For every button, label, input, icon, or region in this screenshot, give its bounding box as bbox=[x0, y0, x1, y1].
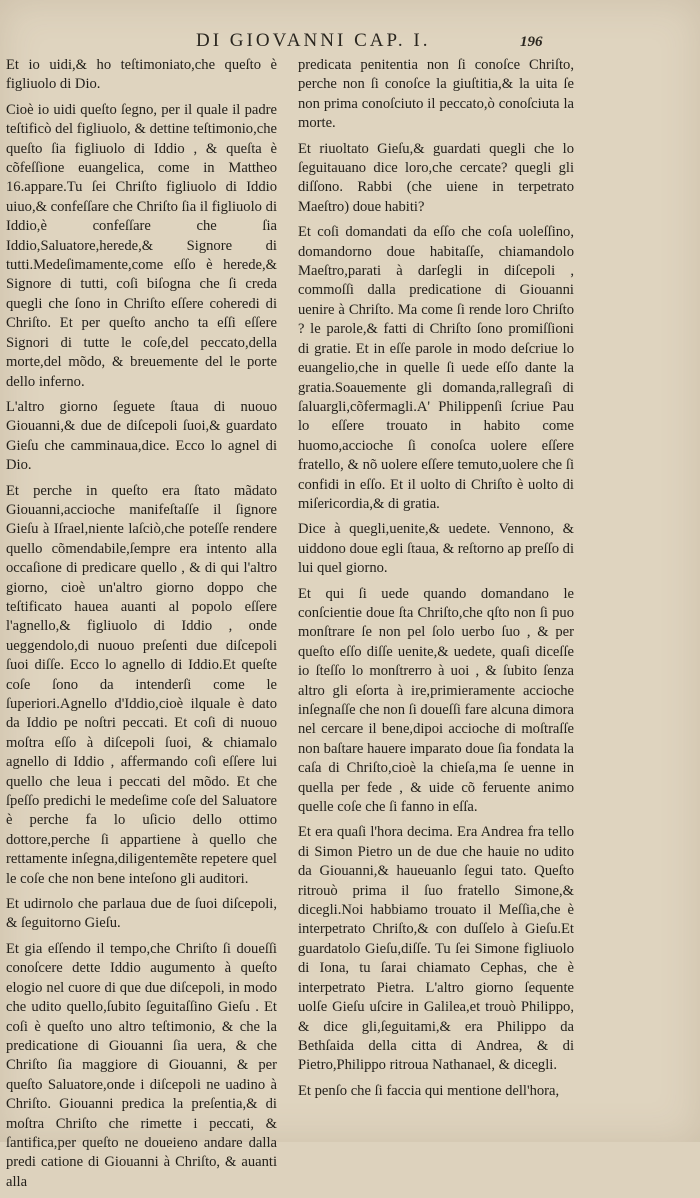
paragraph: Et udirnolo che parlaua due de ſuoi diſcepoli, & ſeguitorno Gieſu. bbox=[6, 896, 277, 932]
paragraph: Et riuoltato Gieſu,& guardati quegli che lo ſeguitauano dice loro,che cercate? quegli gli diſſono. Rabbi (che uiene in terpetrato Maeſtro) doue habiti? bbox=[298, 140, 574, 215]
left-column bbox=[6, 56, 277, 1198]
paragraph: Et io uidi,& ho teſtimoniato,che queſto è figliuolo di Dio. bbox=[6, 57, 277, 93]
paragraph: Et coſi domandati da eſſo che coſa uoleſſino, domandorno doue habitaſſe, chiamandolo Maeſtro,parati à darſegli in diſcepoli , commoſſi dalla predicatione di Giouanni uenire à Chriſto. Ma come ſi rende loro Chriſto ? le parole,& fatti di Chriſto ſono promiſſioni di gratie. Et in eſſe parole in modo deſcriue lo euangelio,che in quelle ſi uede eſſo dante la gratia.Soauemente gli domanda,rallegraſi di ſaluargli,cõfermagli.A' Philippenſi ſcriue Pau lo eſſere trouato in habito come huomo,accioche ſi conoſca uolere eſſere fratello, & nõ uolere eſſere temuto,uolere che ſi confidi in eſſo. Et il uolto di Chriſto è uolto di miſericordia,& di gratia. bbox=[298, 224, 574, 512]
paragraph: Et penſo che ſi faccia qui mentione dell'hora, bbox=[298, 1082, 560, 1099]
paragraph: predicata penitentia non ſi conoſce Chriſto, perche non ſi conoſce la giuſtitia,& la uita ſe non prima conoſciuto il peccato,ò conoſciuta la morte. bbox=[298, 57, 574, 132]
right-column bbox=[298, 56, 574, 1107]
paragraph: Et perche in queſto era ſtato mãdato Giouanni,accioche manifeſtaſſe il ſignore Gieſu à Iſrael,niente laſciò,che poteſſe rendere quello cõmendabile,ſempre era intento alla occaſione di predicare quello , & di qui l'altro giorno, cioè un'altro giorno doppo che teſtificato haueа auanti al popolo eſſere l'agnello,& figliuolo di Iddio , onde ueggendolo,di nuouo preſenti due diſcepoli ſuoi diſſe. Ecco lo agnello di Iddio.Et queſte coſe ſono da intenderſi come le ſuperiori.Agnello d'Iddio,cioè ilquale è dato da Iddio pe noſtri peccati. Et coſi di nuouo moſtra eſſo à diſcepoli ſuoi, & chiamalo agnello di Iddio , affermando coſi eſſere lui quello che leua i peccati del mõdo. Et che ſpeſſo predichi le medeſime coſe del Saluatore è perche fa lo uſicio dello ottimo dottore,perche ſi appartiene à quello che rettamente inſegna,diligentemẽte repetere quel le coſe che non bene inteſono gli auditori. bbox=[6, 482, 277, 887]
paragraph: Et era quaſi l'hora decima. Era Andrea fra tello di Simon Pietro un de due che hauie no udito da Giouanni,& haueuanlo ſegui tato. Queſto ritrouò prima il ſuo fratello Simone,& dicegli.Noi habbiamo trouato il Meſſia,che è interpetrato Chriſto,& con duſſelo à Gieſu.Et guardatolo Gieſu,diſſe. Tu ſei Simone figliuolo di Iona, tu ſarai chiamato Cephas, che è interpetrato Pietra. L'altro giorno ſequente uolſe Gieſu uſcire in Galilea,et trouò Philippo, & dice gli,ſeguitami,& era Philippo da Bethſaida della citta di Andrea, & di Pietro,Philippo ritroua Nathanael, & dicegli. bbox=[298, 824, 574, 1074]
paragraph: Dice à quegli,uenite,& uedete. Vennono, & uiddono doue egli ſtaua, & reſtorno ap preſſo di lui quel giorno. bbox=[298, 521, 574, 577]
paragraph: Et gia eſſendo il tempo,che Chriſto ſi doueſſi conoſcere dette Iddio augumento à queſto elogio nel cuore di que due diſcepoli, in modo che udito quello,ſubito ſeguitaſſino Gieſu . Et coſi è queſto uno altro teſtimonio, & che la predicatione di Giouanni ſia uera, & che Chriſto ſia maggiore di Giouanni, & per queſto Saluatore,onde i diſcepoli ne uadino à Chriſto. Giouanni predica la preſentia,& di moſtra Chriſto che rimette i peccati, & ſantifica,per queſto ne doueieno andare dalla predi catione di Giouanni à Chriſto, & auanti alla bbox=[6, 940, 277, 1190]
paragraph: L'altro giorno ſeguete ſtaua di nuouo Giouanni,& due de diſcepoli ſuoi,& guardato Gieſu che camminaua,dice. Ecco lo agnel di Dio. bbox=[6, 398, 277, 474]
paragraph: Cioè io uidi queſto ſegno, per il quale il padre teſtificò del figliuolo, & dettine teſtimonio,che queſto ſia figliuolo di Iddio , & queſta è cõfeſſione euangelica, come in Mattheo 16.appare.Tu ſei Chriſto figliuolo di Iddio uiuo,& confeſſare che Chriſto ſia il figliuolo di Iddio,è confeſſare che ſia Iddio,Saluatore,herede,& Signore di tutti.Medeſimamente,come eſſo è herede,& Signore di tutti, coſi biſogna che ſi creda quegli che ſono in Chriſto eſſere coheredi di Chriſto. Et per queſto ancho ta eſſi eſſere Signori di tutte le coſe,del peccato,della morte,del mõdo, & breuemente del le porte dello inferno. bbox=[6, 101, 277, 390]
page-number: 196 bbox=[520, 34, 543, 50]
running-head: DI GIOVANNI CAP. I. bbox=[196, 30, 431, 51]
paragraph: Et qui ſi uede quando domandano le conſcientie doue ſta Chriſto,che qſto non ſi puo monſtrare ſe non pel ſolo uerbo ſuo , & per queſto eſſo diſſe uenite,& uedete, quaſi diceſſe io ſteſſo lo monſtrerro à uoi , & ſubito ſenza altro gli eſorta à ire,primieramente accioche inſegnaſſe che non ſi doueſſi fare alcuna dimora nel cercare il bene,dipoi accioche di moſtraſſe non baſtare hauere imparato doue ſia fondata la caſa di Chriſto,cioè la chieſa,ma ſe uenne in quella per fede , & uide cõ feruente animo quelle coſe che ſi fanno in eſſa. bbox=[298, 585, 574, 816]
